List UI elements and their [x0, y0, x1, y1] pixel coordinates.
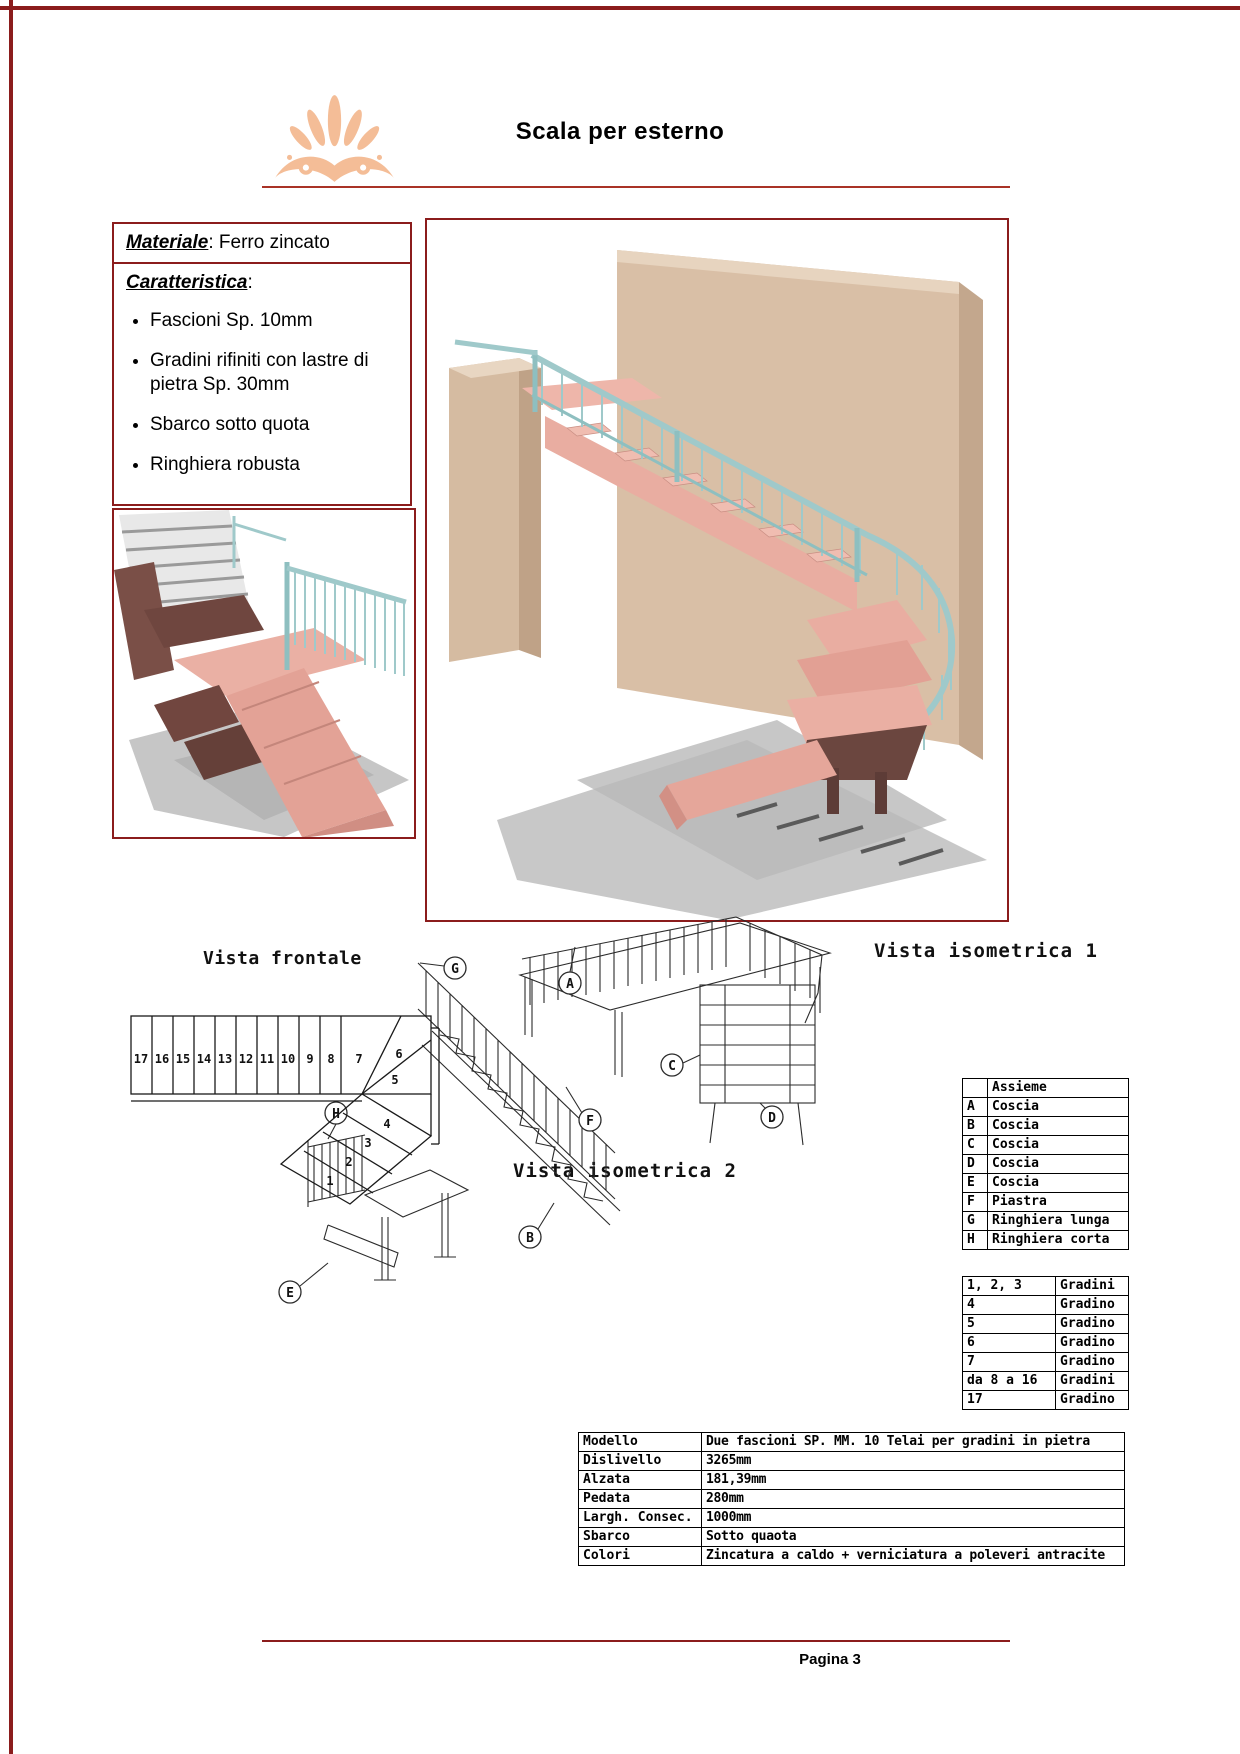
cell-key — [963, 1079, 988, 1098]
page-title: Scala per esterno — [515, 118, 725, 145]
header-rule — [262, 186, 1010, 188]
cell-key: D — [963, 1155, 988, 1174]
plan-step-number: 5 — [391, 1073, 399, 1087]
table-row — [963, 1296, 1129, 1315]
cell-value: Gradino — [1056, 1391, 1129, 1410]
cell-key: da 8 a 16 — [963, 1372, 1056, 1391]
table-row — [579, 1452, 1125, 1471]
cell-value: Coscia — [988, 1117, 1129, 1136]
cell-key: F — [963, 1193, 988, 1212]
cell-key: G — [963, 1212, 988, 1231]
cell-key: Colori — [579, 1547, 702, 1566]
callout-E: E — [286, 1286, 294, 1301]
page-top-border — [0, 6, 1240, 10]
characteristics-list — [126, 309, 398, 477]
materials-box — [112, 222, 412, 506]
callout-H: H — [332, 1107, 340, 1122]
cell-value: Gradino — [1056, 1334, 1129, 1353]
material-label: Materiale — [126, 232, 209, 253]
plan-step-number: 3 — [364, 1136, 372, 1150]
cell-value: 280mm — [702, 1490, 1125, 1509]
table-row — [963, 1174, 1129, 1193]
cell-key: C — [963, 1136, 988, 1155]
table-row — [963, 1098, 1129, 1117]
cell-key: H — [963, 1231, 988, 1250]
cell-key: Largh. Consec. — [579, 1509, 702, 1528]
plan-step-number: 9 — [306, 1052, 314, 1066]
cell-value: 1000mm — [702, 1509, 1125, 1528]
plan-step-number: 12 — [238, 1052, 254, 1066]
material-row — [114, 224, 410, 264]
plan-step-number: 1 — [326, 1174, 334, 1188]
cell-key: 4 — [963, 1296, 1056, 1315]
cell-key: 17 — [963, 1391, 1056, 1410]
plan-step-number: 8 — [327, 1052, 335, 1066]
table-row — [963, 1193, 1129, 1212]
table-row — [963, 1117, 1129, 1136]
cell-key: Dislivello — [579, 1452, 702, 1471]
cell-value: 181,39mm — [702, 1471, 1125, 1490]
cell-key: 6 — [963, 1334, 1056, 1353]
characteristics-section — [114, 264, 410, 504]
table-row — [963, 1155, 1129, 1174]
plan-step-number: 17 — [133, 1052, 149, 1066]
cell-value: Piastra — [988, 1193, 1129, 1212]
callout-B: B — [526, 1231, 534, 1246]
cell-key: 5 — [963, 1315, 1056, 1334]
cell-value: Gradino — [1056, 1353, 1129, 1372]
cell-key: E — [963, 1174, 988, 1193]
table-row — [963, 1136, 1129, 1155]
cell-value: Coscia — [988, 1155, 1129, 1174]
assembly-table — [962, 1078, 1129, 1250]
table-row — [963, 1079, 1129, 1098]
table-row — [963, 1372, 1129, 1391]
stair-detail-render — [114, 510, 414, 837]
page-number-label: Pagina 3 — [799, 1651, 861, 1668]
list-item: • Sbarco sotto quota — [150, 413, 398, 438]
cell-value: Gradini — [1056, 1277, 1129, 1296]
frontal-view-label: Vista frontale — [203, 948, 362, 969]
table-row — [963, 1212, 1129, 1231]
steps-table — [962, 1276, 1129, 1410]
iso1-view-label: Vista isometrica 1 — [874, 940, 1098, 962]
plan-step-number: 10 — [280, 1052, 296, 1066]
cell-value: Sotto quaota — [702, 1528, 1125, 1547]
callout-A: A — [566, 977, 574, 992]
frontal-plan-drawing — [125, 1006, 470, 1208]
characteristic-colon: : — [247, 272, 253, 293]
characteristic-label: Caratteristica — [126, 272, 248, 293]
plan-step-number: 15 — [175, 1052, 191, 1066]
cell-value: Zincatura a caldo + verniciatura a poleveri antracite — [702, 1547, 1125, 1566]
plan-step-number: 2 — [345, 1155, 353, 1169]
specs-table — [578, 1432, 1125, 1566]
list-item: • Ringhiera robusta — [150, 453, 398, 478]
table-row — [579, 1490, 1125, 1509]
footer-rule — [262, 1640, 1010, 1642]
plan-step-number: 7 — [355, 1052, 363, 1066]
plan-step-number: 13 — [217, 1052, 233, 1066]
callout-G: G — [451, 962, 459, 977]
cell-value: Gradini — [1056, 1372, 1129, 1391]
stair-main-render — [427, 220, 1007, 920]
cell-key: 1, 2, 3 — [963, 1277, 1056, 1296]
table-row — [579, 1509, 1125, 1528]
render-photo-detail — [112, 508, 416, 839]
table-row — [963, 1353, 1129, 1372]
cell-key: Alzata — [579, 1471, 702, 1490]
callout-C: C — [668, 1059, 676, 1074]
material-value: : Ferro zincato — [208, 232, 330, 253]
cell-value: Coscia — [988, 1136, 1129, 1155]
cell-value: Gradino — [1056, 1296, 1129, 1315]
render-photo-main — [425, 218, 1009, 922]
plan-step-number: 11 — [259, 1052, 275, 1066]
cell-value: Assieme — [988, 1079, 1129, 1098]
cell-value: Coscia — [988, 1098, 1129, 1117]
table-row — [963, 1334, 1129, 1353]
table-row — [963, 1277, 1129, 1296]
plan-step-number: 16 — [154, 1052, 170, 1066]
cell-value: 3265mm — [702, 1452, 1125, 1471]
table-row — [579, 1433, 1125, 1452]
table-row — [579, 1547, 1125, 1566]
cell-value: Gradino — [1056, 1315, 1129, 1334]
cell-key: 7 — [963, 1353, 1056, 1372]
cell-key: A — [963, 1098, 988, 1117]
cell-key: B — [963, 1117, 988, 1136]
table-row — [963, 1391, 1129, 1410]
cell-value: Ringhiera lunga — [988, 1212, 1129, 1231]
callout-D: D — [768, 1111, 776, 1126]
table-row — [963, 1315, 1129, 1334]
callout-F: F — [586, 1114, 594, 1129]
cell-key: Pedata — [579, 1490, 702, 1509]
cell-value: Due fascioni SP. MM. 10 Telai per gradini in pietra — [702, 1433, 1125, 1452]
plan-step-number: 14 — [196, 1052, 212, 1066]
plan-step-number: 4 — [383, 1117, 391, 1131]
list-item: • Fascioni Sp. 10mm — [150, 309, 398, 334]
cell-key: Sbarco — [579, 1528, 702, 1547]
iso2-view-label: Vista isometrica 2 — [513, 1160, 737, 1182]
table-row — [579, 1471, 1125, 1490]
plan-step-number: 6 — [395, 1047, 403, 1061]
table-row — [579, 1528, 1125, 1547]
cell-value: Ringhiera corta — [988, 1231, 1129, 1250]
list-item: • Gradini rifiniti con lastre di pietra Sp. 30mm — [150, 349, 398, 398]
page-left-border — [9, 0, 13, 1754]
cell-value: Coscia — [988, 1174, 1129, 1193]
cell-key: Modello — [579, 1433, 702, 1452]
table-row — [963, 1231, 1129, 1250]
